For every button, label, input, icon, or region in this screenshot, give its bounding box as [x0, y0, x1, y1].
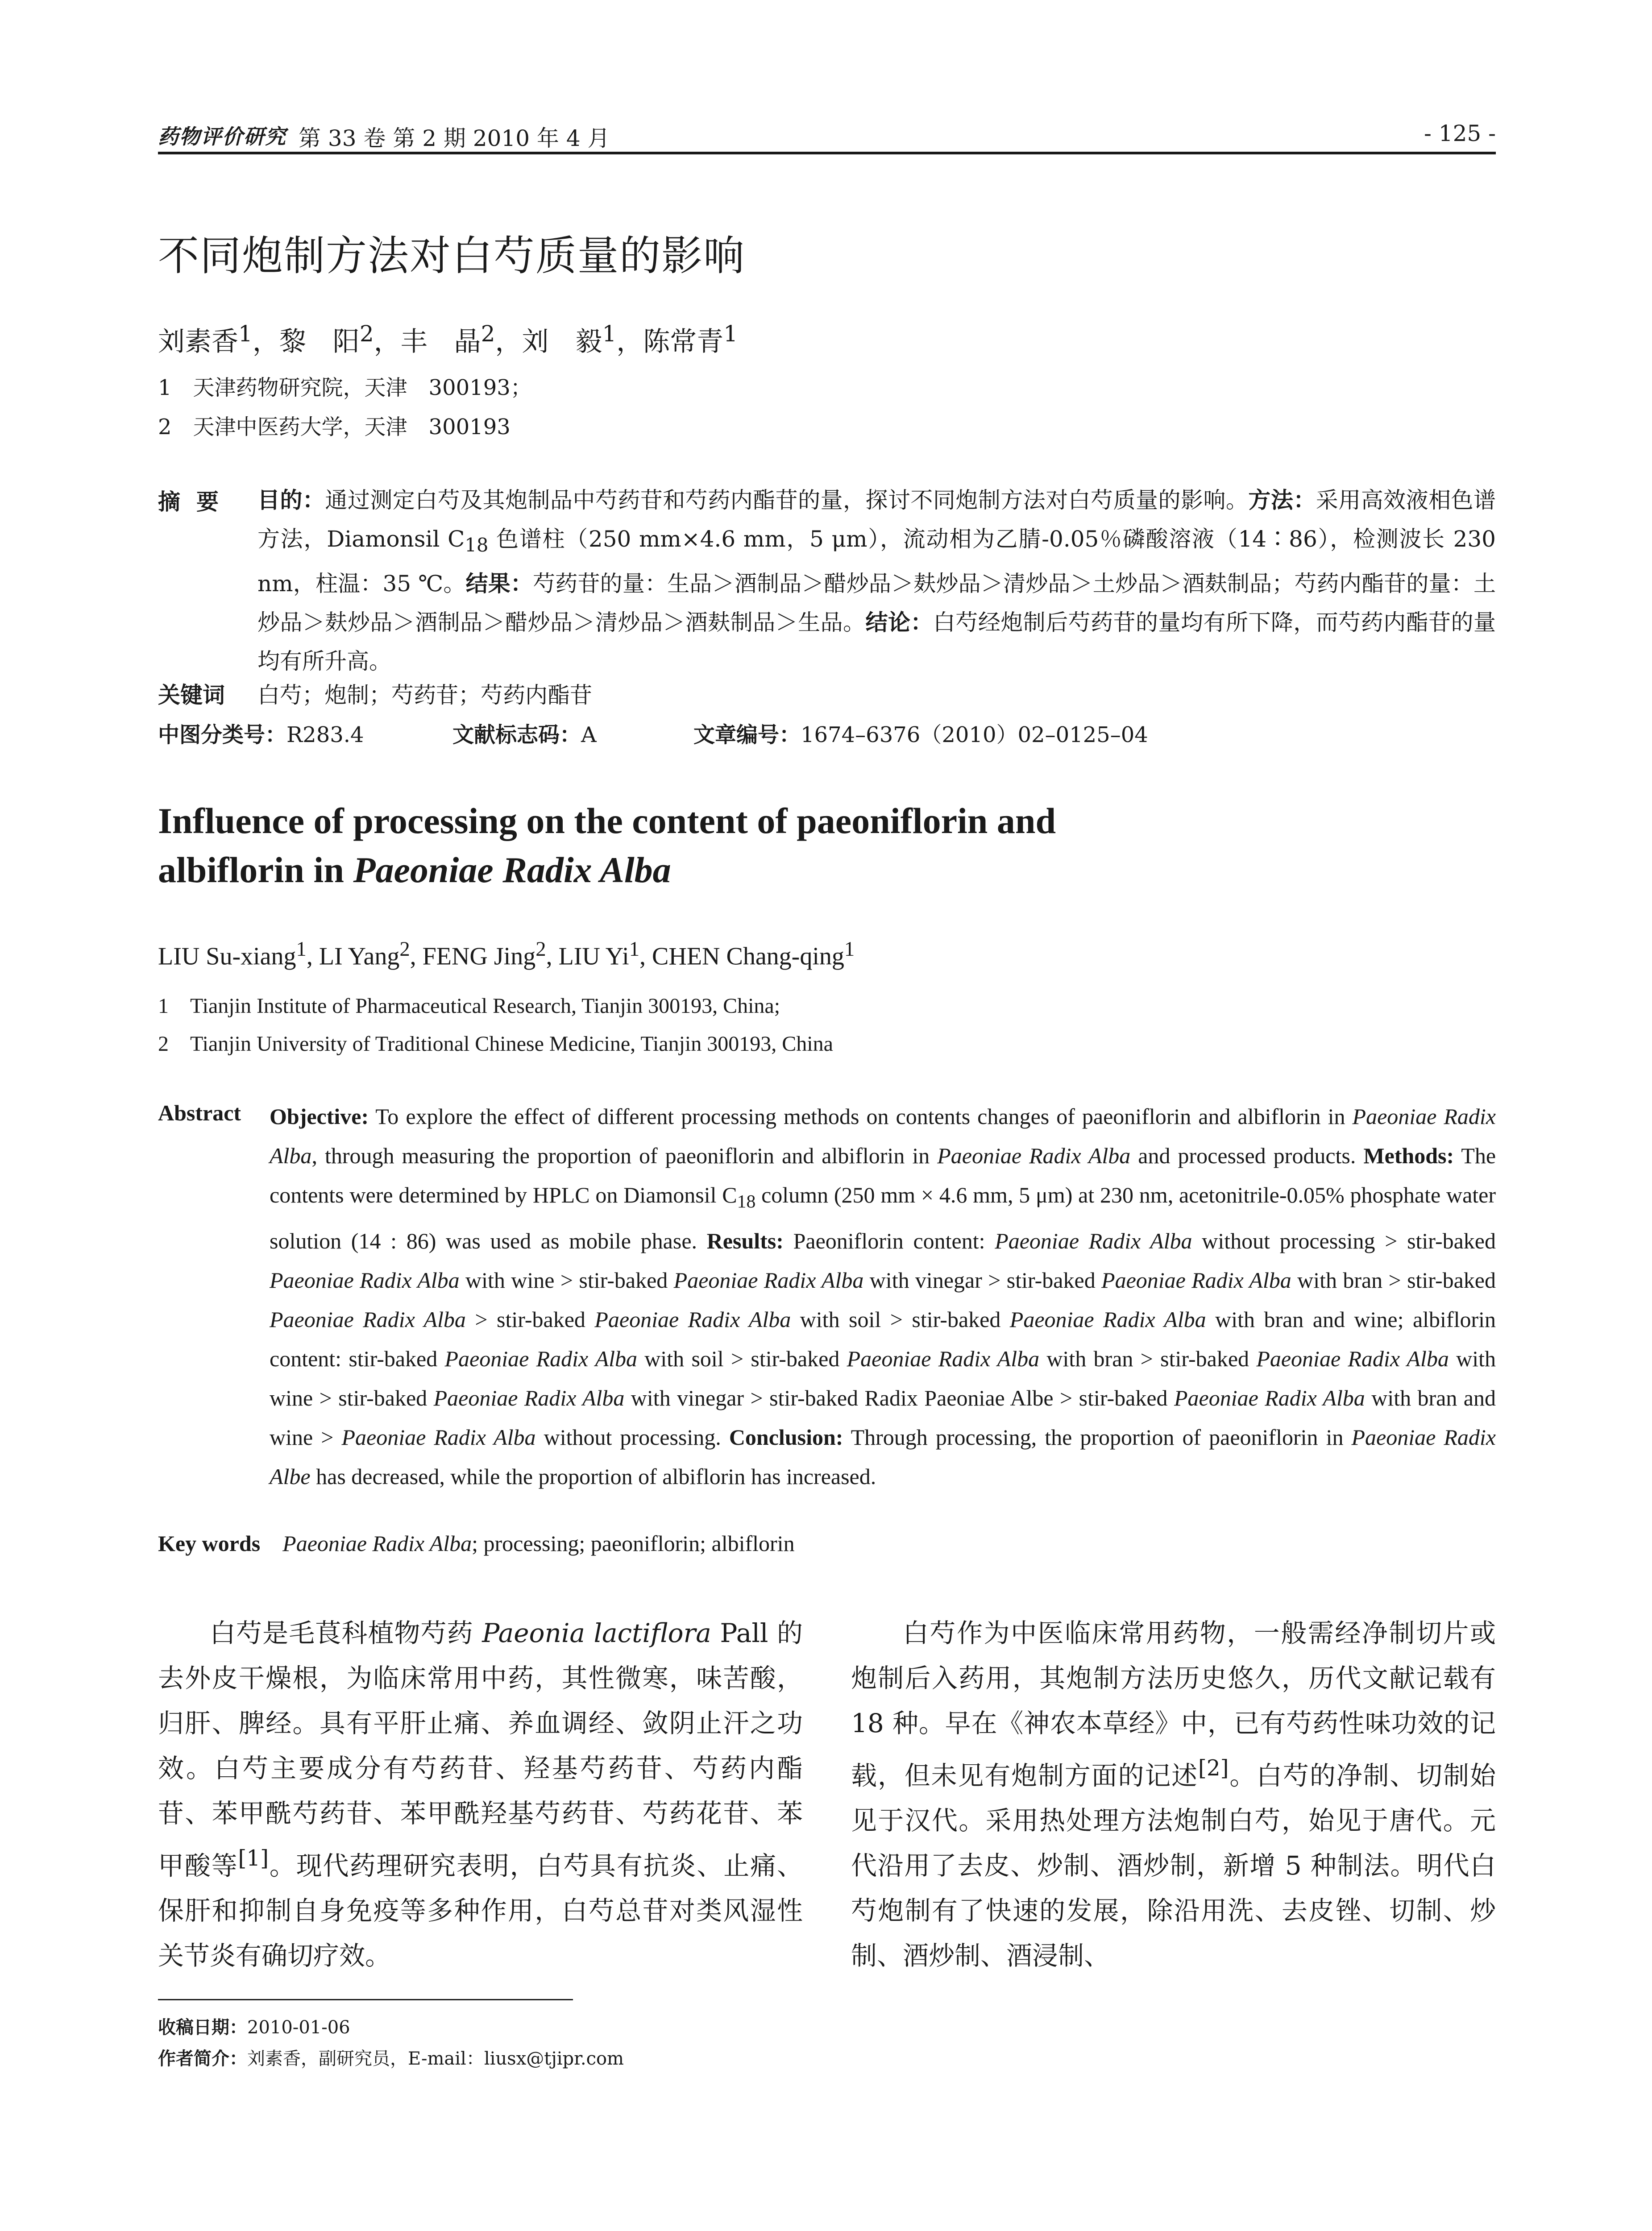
- abstract-text: with bran > stir-baked: [1291, 1268, 1496, 1293]
- keywords-label: 关键词: [158, 682, 225, 708]
- author-name: 陈常青: [643, 326, 724, 357]
- author-name: CHEN Chang-qing: [652, 942, 844, 970]
- doc-code-value: A: [581, 722, 597, 747]
- methods-text: 采用高效液相色谱方法，Diamonsil C: [257, 487, 1496, 552]
- herb-name: Paeoniae Radix Alba: [937, 1143, 1131, 1168]
- author-affiliation-mark: 2: [399, 937, 410, 961]
- clc-value: R283.4: [286, 722, 364, 747]
- title-text: albiflorin in: [158, 850, 353, 890]
- received-label: 收稿日期：: [158, 2017, 247, 2038]
- title-line: [158, 846, 1496, 895]
- herb-name: Paeoniae Radix Albe: [270, 1425, 1496, 1489]
- english-authors: [158, 937, 855, 971]
- classification-line: [158, 717, 1496, 748]
- separator: ,: [639, 942, 652, 970]
- keyword-herb: Paeoniae Radix Alba: [282, 1531, 472, 1556]
- herb-name: Paeoniae Radix Alba: [1101, 1268, 1291, 1293]
- abstract-text: with wine > stir-baked: [459, 1268, 674, 1293]
- abstract-text: , through measuring the proportion of paeoniflorin and albiflorin in: [311, 1143, 938, 1168]
- title-line: Influence of processing on the content of paeoniflorin and: [158, 800, 1056, 841]
- keywords-text: ; processing; paeoniflorin; albiflorin: [472, 1531, 795, 1556]
- chinese-authors: [158, 320, 738, 359]
- objective-text: 通过测定白芍及其炮制品中芍药苷和芍药内酯苷的量，探讨不同炮制方法对白芍质量的影响。: [325, 487, 1249, 513]
- journal-logo: 药物评价研究: [158, 124, 286, 149]
- english-abstract: [270, 1097, 1496, 1496]
- body-text: 。现代药理研究表明，白芍具有抗炎、止痛、保肝和抑制自身免疫等多种作用，白芍总苷对类风湿性关节炎有确切疗效。: [158, 1850, 803, 1971]
- author-affiliation-mark: 2: [535, 937, 546, 961]
- article-no-label: 文章编号：: [693, 722, 801, 747]
- english-keywords: [158, 1530, 795, 1556]
- english-affiliation: 2 Tianjin University of Traditional Chinese Medicine, Tianjin 300193, China: [158, 1032, 833, 1056]
- objective-label: Objective:: [270, 1104, 369, 1129]
- separator: ,: [410, 942, 423, 970]
- methods-label: 方法：: [1248, 487, 1316, 513]
- abstract-text: To explore the effect of different processing methods on contents changes of paeoniflorin and albiflorin in: [369, 1104, 1353, 1129]
- conclusion-label: 结论：: [865, 610, 933, 635]
- title-latin: Paeoniae Radix Alba: [353, 850, 671, 890]
- abstract-text: with bran and wine; albiflorin content: stir-baked: [270, 1307, 1496, 1371]
- author-affiliation-mark: 1: [602, 321, 617, 347]
- body-column-right: [851, 1611, 1496, 1978]
- herb-name: Paeoniae Radix Alba: [433, 1385, 625, 1410]
- herb-name: Paeoniae Radix Alba: [341, 1425, 536, 1450]
- abstract-text: > stir-baked: [465, 1307, 595, 1332]
- author-affiliation-mark: 2: [359, 321, 374, 347]
- author-affiliation-mark: 1: [238, 321, 253, 347]
- author-affiliation-mark: 2: [481, 321, 495, 347]
- chinese-keywords: [158, 677, 592, 709]
- latin-name: Paeonia lactiflora: [482, 1618, 711, 1648]
- english-abstract-label: Abstract: [158, 1100, 241, 1125]
- abstract-text: with bran and wine >: [270, 1385, 1496, 1450]
- english-title: [158, 796, 1496, 895]
- author-affiliation-mark: 1: [844, 937, 855, 961]
- header-rule: [158, 152, 1496, 154]
- abstract-text: with bran > stir-baked: [1039, 1346, 1257, 1371]
- separator: ,: [546, 942, 559, 970]
- keywords-label: Key words: [158, 1531, 261, 1556]
- body-text: 。白芍的净制、切制始见于汉代。采用热处理方法炮制白芍，始见于唐代。元代沿用了去皮、炒制、酒炒制，新增 5 种制法。明代白芍炮制有了快速的发展，除沿用洗、去皮锉、切制、炒制、酒炒制、酒浸制、: [851, 1760, 1496, 1971]
- conclusion-label: Conclusion:: [729, 1425, 843, 1450]
- abstract-text: The contents were determined by HPLC on Diamonsil C: [270, 1143, 1496, 1207]
- clc-label: 中图分类号：: [158, 722, 287, 747]
- citation: [1]: [238, 1846, 269, 1871]
- methods-label: Methods:: [1363, 1143, 1454, 1168]
- abstract-text: with vinegar > stir-baked Radix Paeoniae Albe > stir-baked: [624, 1385, 1174, 1410]
- herb-name: Paeoniae Radix Alba: [673, 1268, 864, 1293]
- page-number: - 125 -: [1424, 120, 1496, 146]
- footnote-rule: [158, 1999, 573, 2000]
- author-name: 丰 晶: [400, 326, 481, 357]
- herb-name: Paeoniae Radix Alba: [270, 1268, 460, 1293]
- herb-name: Paeoniae Radix Alba: [995, 1228, 1192, 1253]
- abstract-text: Paeoniflorin content:: [783, 1228, 995, 1253]
- herb-name: Paeoniae Radix Alba: [1174, 1385, 1365, 1410]
- author-name: LIU Yi: [558, 942, 629, 970]
- abstract-text: without processing.: [535, 1425, 729, 1450]
- body-paragraph: [851, 1611, 1496, 1978]
- separator: ，: [616, 326, 643, 357]
- chinese-abstract-label: 摘要: [158, 489, 235, 515]
- author-name: 刘素香: [158, 326, 238, 357]
- abstract-text: Through processing, the proportion of paeoniflorin in: [843, 1425, 1352, 1450]
- author-name: LIU Su-xiang: [158, 942, 296, 970]
- herb-name: Paeoniae Radix Alba: [270, 1104, 1496, 1168]
- chinese-abstract: [257, 481, 1496, 681]
- results-label: Results:: [706, 1228, 784, 1253]
- abstract-text: with vinegar > stir-baked: [863, 1268, 1102, 1293]
- separator: ，: [495, 326, 522, 357]
- article-no-value: 1674–6376（2010）02–0125–04: [801, 722, 1148, 747]
- abstract-text: without processing > stir-baked: [1192, 1228, 1496, 1253]
- objective-label: 目的：: [257, 487, 325, 513]
- issue-info: 第 33 卷 第 2 期 2010 年 4 月: [299, 125, 610, 151]
- author-bio-value: 刘素香，副研究员，E-mail：liusx@tjipr.com: [247, 2049, 624, 2069]
- author-bio-label: 作者简介：: [158, 2049, 247, 2069]
- separator: ,: [306, 942, 319, 970]
- abstract-text: with wine > stir-baked: [270, 1346, 1496, 1410]
- results-label: 结果：: [465, 571, 533, 597]
- abstract-text: with soil > stir-baked: [791, 1307, 1010, 1332]
- abstract-text: column (250 mm × 4.6 mm, 5 μm) at 230 nm, acetonitrile-0.05% phosphate water solution (14 : 86) was used as mobile phase.: [270, 1182, 1496, 1253]
- conclusion-text: 白芍经炮制后芍药苷的量均有所下降，而芍药内酯苷的量均有所升高。: [257, 610, 1496, 674]
- received-date-note: [158, 2013, 350, 2039]
- herb-name: Paeoniae Radix Alba: [270, 1307, 466, 1332]
- author-affiliation-mark: 1: [296, 937, 307, 961]
- herb-name: Paeoniae Radix Alba: [1009, 1307, 1206, 1332]
- chinese-affiliation: 1 天津药物研究院，天津 300193；: [158, 375, 532, 400]
- herb-name: Paeoniae Radix Alba: [847, 1346, 1040, 1371]
- results-text: 芍药苷的量：生品＞酒制品＞醋炒品＞麸炒品＞清炒品＞土炒品＞酒麸制品；芍药内酯苷的量：土炒品＞麸炒品＞酒制品＞醋炒品＞清炒品＞酒麸制品＞生品。: [257, 571, 1496, 635]
- author-bio-note: [158, 2044, 624, 2070]
- doc-code-label: 文献标志码：: [452, 722, 581, 747]
- herb-name: Paeoniae Radix Alba: [444, 1346, 638, 1371]
- author-name: LI Yang: [319, 942, 400, 970]
- subscript: 18: [465, 534, 489, 556]
- citation: [2]: [1198, 1756, 1229, 1781]
- chinese-title: 不同炮制方法对白芍质量的影响: [158, 232, 746, 280]
- herb-name: Paeoniae Radix Alba: [594, 1307, 791, 1332]
- keywords-text: 白芍；炮制；芍药苷；芍药内酯苷: [257, 682, 592, 708]
- subscript: 18: [737, 1191, 756, 1212]
- author-affiliation-mark: 1: [629, 937, 640, 961]
- english-affiliation: 1 Tianjin Institute of Pharmaceutical Research, Tianjin 300193, China;: [158, 994, 780, 1018]
- abstract-text: has decreased, while the proportion of albiflorin has increased.: [310, 1464, 876, 1489]
- body-text: 白芍是毛茛科植物芍药: [210, 1618, 482, 1648]
- chinese-affiliation: 2 天津中医药大学，天津 300193: [158, 415, 511, 440]
- body-paragraph: [158, 1611, 803, 1978]
- separator: ，: [252, 326, 279, 357]
- body-text: 白芍作为中医临床常用药物，一般需经净制切片或炮制后入药用，其炮制方法历史悠久，历代文献记载有 18 种。早在《神农本草经》中，已有芍药性味功效的记载，但未见有炮制方面的记述: [851, 1618, 1496, 1791]
- methods-text: 色谱柱（250 mm×4.6 mm，5 μm），流动相为乙腈-0.05％磷酸溶液（14∶86），检测波长 230 nm，柱温：35 ℃。: [257, 526, 1496, 597]
- body-column-left: [158, 1611, 803, 1978]
- running-header: [158, 117, 1496, 153]
- abstract-text: with soil > stir-baked: [637, 1346, 847, 1371]
- body-text: Pall 的去外皮干燥根，为临床常用中药，其性微寒，味苦酸，归肝、脾经。具有平肝止痛、养血调经、敛阴止汗之功效。白芍主要成分有芍药苷、羟基芍药苷、芍药内酯苷、苯甲酰芍药苷、苯甲酰羟基芍药苷、芍药花苷、苯甲酸等: [158, 1618, 803, 1881]
- received-value: 2010-01-06: [247, 2017, 350, 2038]
- author-name: 刘 毅: [522, 326, 602, 357]
- author-name: 黎 阳: [279, 326, 360, 357]
- author-affiliation-mark: 1: [723, 321, 738, 347]
- author-name: FENG Jing: [422, 942, 536, 970]
- abstract-text: and processed products.: [1130, 1143, 1364, 1168]
- separator: ，: [374, 326, 401, 357]
- herb-name: Paeoniae Radix Alba: [1256, 1346, 1449, 1371]
